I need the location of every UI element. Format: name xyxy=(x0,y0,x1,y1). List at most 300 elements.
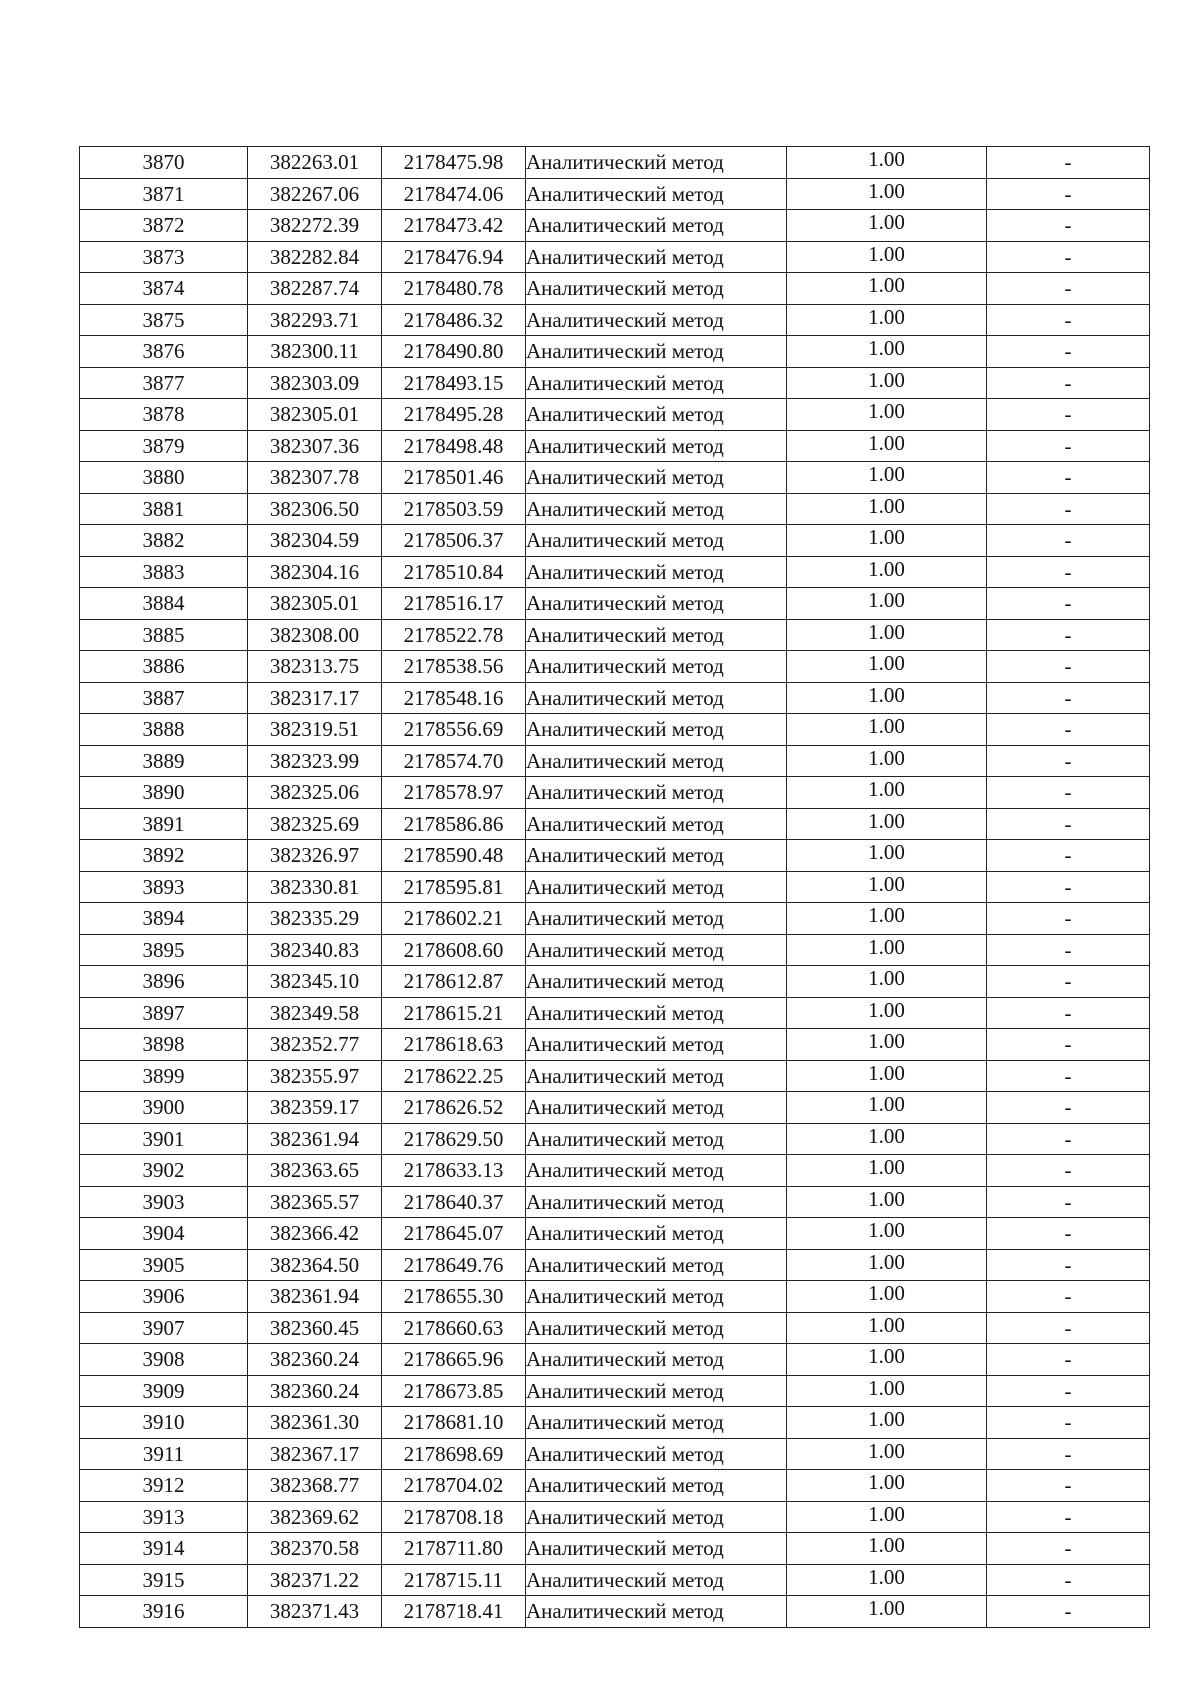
table-row xyxy=(80,934,1150,966)
accuracy-cell xyxy=(787,430,987,462)
description-cell: - xyxy=(987,966,1150,998)
accuracy-cell xyxy=(787,367,987,399)
method-cell: Аналитический метод xyxy=(526,430,787,462)
accuracy-cell xyxy=(787,147,987,179)
description-cell: - xyxy=(987,1186,1150,1218)
accuracy-cell xyxy=(787,1407,987,1439)
y-coordinate-cell: 2178655.30 xyxy=(382,1281,526,1313)
accuracy-value: 1.00 xyxy=(868,1533,905,1558)
x-coordinate-cell: 382319.51 xyxy=(248,714,382,746)
description-cell: - xyxy=(987,556,1150,588)
method-cell: Аналитический метод xyxy=(526,1344,787,1376)
point-number-cell: 3888 xyxy=(80,714,248,746)
method-cell: Аналитический метод xyxy=(526,493,787,525)
description-cell: - xyxy=(987,1029,1150,1061)
point-number-cell: 3902 xyxy=(80,1155,248,1187)
x-coordinate-cell: 382366.42 xyxy=(248,1218,382,1250)
table-row xyxy=(80,1596,1150,1628)
point-number-cell: 3882 xyxy=(80,525,248,557)
method-cell: Аналитический метод xyxy=(526,1029,787,1061)
x-coordinate-cell: 382330.81 xyxy=(248,871,382,903)
x-coordinate-cell: 382304.59 xyxy=(248,525,382,557)
point-number-cell: 3893 xyxy=(80,871,248,903)
y-coordinate-cell: 2178490.80 xyxy=(382,336,526,368)
y-coordinate-cell: 2178660.63 xyxy=(382,1312,526,1344)
x-coordinate-cell: 382282.84 xyxy=(248,241,382,273)
point-number-cell: 3911 xyxy=(80,1438,248,1470)
point-number-cell: 3883 xyxy=(80,556,248,588)
method-cell: Аналитический метод xyxy=(526,462,787,494)
method-cell: Аналитический метод xyxy=(526,1186,787,1218)
description-cell: - xyxy=(987,1092,1150,1124)
x-coordinate-cell: 382267.06 xyxy=(248,178,382,210)
point-number-cell: 3913 xyxy=(80,1501,248,1533)
accuracy-value: 1.00 xyxy=(868,1281,905,1306)
description-cell: - xyxy=(987,588,1150,620)
description-cell: - xyxy=(987,714,1150,746)
description-cell: - xyxy=(987,430,1150,462)
accuracy-value: 1.00 xyxy=(868,745,905,770)
accuracy-cell xyxy=(787,1501,987,1533)
table-row xyxy=(80,588,1150,620)
x-coordinate-cell: 382370.58 xyxy=(248,1533,382,1565)
accuracy-cell xyxy=(787,1533,987,1565)
y-coordinate-cell: 2178510.84 xyxy=(382,556,526,588)
table-row xyxy=(80,714,1150,746)
description-cell: - xyxy=(987,1470,1150,1502)
method-cell: Аналитический метод xyxy=(526,1375,787,1407)
table-row xyxy=(80,1375,1150,1407)
point-number-cell: 3897 xyxy=(80,997,248,1029)
accuracy-cell xyxy=(787,871,987,903)
point-number-cell: 3872 xyxy=(80,210,248,242)
accuracy-cell xyxy=(787,619,987,651)
method-cell: Аналитический метод xyxy=(526,1564,787,1596)
point-number-cell: 3895 xyxy=(80,934,248,966)
point-number-cell: 3900 xyxy=(80,1092,248,1124)
point-number-cell: 3894 xyxy=(80,903,248,935)
y-coordinate-cell: 2178618.63 xyxy=(382,1029,526,1061)
y-coordinate-cell: 2178629.50 xyxy=(382,1123,526,1155)
table-row xyxy=(80,1470,1150,1502)
accuracy-value: 1.00 xyxy=(868,430,905,455)
accuracy-cell xyxy=(787,903,987,935)
point-number-cell: 3880 xyxy=(80,462,248,494)
table-row xyxy=(80,241,1150,273)
point-number-cell: 3874 xyxy=(80,273,248,305)
method-cell: Аналитический метод xyxy=(526,966,787,998)
accuracy-cell xyxy=(787,1312,987,1344)
method-cell: Аналитический метод xyxy=(526,1281,787,1313)
accuracy-value: 1.00 xyxy=(868,1564,905,1589)
x-coordinate-cell: 382287.74 xyxy=(248,273,382,305)
point-number-cell: 3886 xyxy=(80,651,248,683)
table-row xyxy=(80,430,1150,462)
x-coordinate-cell: 382326.97 xyxy=(248,840,382,872)
y-coordinate-cell: 2178473.42 xyxy=(382,210,526,242)
method-cell: Аналитический метод xyxy=(526,1249,787,1281)
table-row xyxy=(80,525,1150,557)
description-cell: - xyxy=(987,1060,1150,1092)
accuracy-value: 1.00 xyxy=(868,556,905,581)
table-row xyxy=(80,1312,1150,1344)
table-row xyxy=(80,273,1150,305)
accuracy-cell xyxy=(787,588,987,620)
y-coordinate-cell: 2178633.13 xyxy=(382,1155,526,1187)
x-coordinate-cell: 382306.50 xyxy=(248,493,382,525)
y-coordinate-cell: 2178495.28 xyxy=(382,399,526,431)
method-cell: Аналитический метод xyxy=(526,556,787,588)
y-coordinate-cell: 2178498.48 xyxy=(382,430,526,462)
method-cell: Аналитический метод xyxy=(526,997,787,1029)
method-cell: Аналитический метод xyxy=(526,1123,787,1155)
x-coordinate-cell: 382361.94 xyxy=(248,1281,382,1313)
method-cell: Аналитический метод xyxy=(526,1438,787,1470)
method-cell: Аналитический метод xyxy=(526,934,787,966)
accuracy-cell xyxy=(787,336,987,368)
y-coordinate-cell: 2178640.37 xyxy=(382,1186,526,1218)
accuracy-cell xyxy=(787,178,987,210)
accuracy-value: 1.00 xyxy=(868,1029,905,1054)
y-coordinate-cell: 2178516.17 xyxy=(382,588,526,620)
y-coordinate-cell: 2178503.59 xyxy=(382,493,526,525)
method-cell: Аналитический метод xyxy=(526,241,787,273)
accuracy-value: 1.00 xyxy=(868,304,905,329)
table-row xyxy=(80,1438,1150,1470)
description-cell: - xyxy=(987,336,1150,368)
accuracy-cell xyxy=(787,651,987,683)
x-coordinate-cell: 382355.97 xyxy=(248,1060,382,1092)
point-number-cell: 3871 xyxy=(80,178,248,210)
x-coordinate-cell: 382304.16 xyxy=(248,556,382,588)
y-coordinate-cell: 2178711.80 xyxy=(382,1533,526,1565)
accuracy-value: 1.00 xyxy=(868,619,905,644)
accuracy-value: 1.00 xyxy=(868,525,905,550)
description-cell: - xyxy=(987,1281,1150,1313)
description-cell: - xyxy=(987,1596,1150,1628)
accuracy-value: 1.00 xyxy=(868,777,905,802)
method-cell: Аналитический метод xyxy=(526,367,787,399)
accuracy-value: 1.00 xyxy=(868,682,905,707)
accuracy-value: 1.00 xyxy=(868,934,905,959)
accuracy-cell xyxy=(787,1375,987,1407)
accuracy-value: 1.00 xyxy=(868,651,905,676)
accuracy-cell xyxy=(787,210,987,242)
table-row xyxy=(80,1501,1150,1533)
accuracy-cell xyxy=(787,525,987,557)
x-coordinate-cell: 382364.50 xyxy=(248,1249,382,1281)
table-row xyxy=(80,903,1150,935)
table-row xyxy=(80,1281,1150,1313)
x-coordinate-cell: 382263.01 xyxy=(248,147,382,179)
y-coordinate-cell: 2178538.56 xyxy=(382,651,526,683)
x-coordinate-cell: 382308.00 xyxy=(248,619,382,651)
table-row xyxy=(80,304,1150,336)
method-cell: Аналитический метод xyxy=(526,1470,787,1502)
point-number-cell: 3891 xyxy=(80,808,248,840)
accuracy-cell xyxy=(787,273,987,305)
method-cell: Аналитический метод xyxy=(526,745,787,777)
table-row xyxy=(80,840,1150,872)
y-coordinate-cell: 2178645.07 xyxy=(382,1218,526,1250)
method-cell: Аналитический метод xyxy=(526,903,787,935)
description-cell: - xyxy=(987,399,1150,431)
point-number-cell: 3899 xyxy=(80,1060,248,1092)
y-coordinate-cell: 2178486.32 xyxy=(382,304,526,336)
accuracy-value: 1.00 xyxy=(868,808,905,833)
accuracy-cell xyxy=(787,1092,987,1124)
method-cell: Аналитический метод xyxy=(526,178,787,210)
x-coordinate-cell: 382272.39 xyxy=(248,210,382,242)
coordinates-table xyxy=(79,146,1150,1628)
y-coordinate-cell: 2178480.78 xyxy=(382,273,526,305)
point-number-cell: 3904 xyxy=(80,1218,248,1250)
x-coordinate-cell: 382363.65 xyxy=(248,1155,382,1187)
accuracy-value: 1.00 xyxy=(868,1407,905,1432)
x-coordinate-cell: 382360.24 xyxy=(248,1344,382,1376)
point-number-cell: 3885 xyxy=(80,619,248,651)
accuracy-cell xyxy=(787,1438,987,1470)
table-row xyxy=(80,336,1150,368)
x-coordinate-cell: 382303.09 xyxy=(248,367,382,399)
point-number-cell: 3876 xyxy=(80,336,248,368)
method-cell: Аналитический метод xyxy=(526,1501,787,1533)
accuracy-value: 1.00 xyxy=(868,1438,905,1463)
y-coordinate-cell: 2178474.06 xyxy=(382,178,526,210)
x-coordinate-cell: 382307.36 xyxy=(248,430,382,462)
point-number-cell: 3879 xyxy=(80,430,248,462)
method-cell: Аналитический метод xyxy=(526,336,787,368)
table-row xyxy=(80,619,1150,651)
table-row xyxy=(80,682,1150,714)
x-coordinate-cell: 382325.06 xyxy=(248,777,382,809)
y-coordinate-cell: 2178626.52 xyxy=(382,1092,526,1124)
description-cell: - xyxy=(987,1344,1150,1376)
accuracy-cell xyxy=(787,1281,987,1313)
y-coordinate-cell: 2178649.76 xyxy=(382,1249,526,1281)
table-row xyxy=(80,367,1150,399)
point-number-cell: 3905 xyxy=(80,1249,248,1281)
y-coordinate-cell: 2178615.21 xyxy=(382,997,526,1029)
table-row xyxy=(80,556,1150,588)
point-number-cell: 3915 xyxy=(80,1564,248,1596)
accuracy-cell xyxy=(787,1123,987,1155)
accuracy-cell xyxy=(787,241,987,273)
accuracy-value: 1.00 xyxy=(868,1249,905,1274)
description-cell: - xyxy=(987,619,1150,651)
point-number-cell: 3875 xyxy=(80,304,248,336)
accuracy-cell xyxy=(787,997,987,1029)
description-cell: - xyxy=(987,147,1150,179)
method-cell: Аналитический метод xyxy=(526,525,787,557)
accuracy-value: 1.00 xyxy=(868,1501,905,1526)
x-coordinate-cell: 382361.94 xyxy=(248,1123,382,1155)
method-cell: Аналитический метод xyxy=(526,1312,787,1344)
table-row xyxy=(80,1186,1150,1218)
description-cell: - xyxy=(987,367,1150,399)
method-cell: Аналитический метод xyxy=(526,808,787,840)
accuracy-cell xyxy=(787,934,987,966)
x-coordinate-cell: 382305.01 xyxy=(248,588,382,620)
accuracy-cell xyxy=(787,745,987,777)
x-coordinate-cell: 382307.78 xyxy=(248,462,382,494)
x-coordinate-cell: 382305.01 xyxy=(248,399,382,431)
accuracy-value: 1.00 xyxy=(868,1186,905,1211)
method-cell: Аналитический метод xyxy=(526,1533,787,1565)
point-number-cell: 3877 xyxy=(80,367,248,399)
point-number-cell: 3906 xyxy=(80,1281,248,1313)
accuracy-cell xyxy=(787,1186,987,1218)
description-cell: - xyxy=(987,1249,1150,1281)
description-cell: - xyxy=(987,745,1150,777)
y-coordinate-cell: 2178493.15 xyxy=(382,367,526,399)
x-coordinate-cell: 382313.75 xyxy=(248,651,382,683)
point-number-cell: 3896 xyxy=(80,966,248,998)
description-cell: - xyxy=(987,682,1150,714)
accuracy-cell xyxy=(787,777,987,809)
method-cell: Аналитический метод xyxy=(526,1155,787,1187)
description-cell: - xyxy=(987,1564,1150,1596)
y-coordinate-cell: 2178476.94 xyxy=(382,241,526,273)
description-cell: - xyxy=(987,462,1150,494)
accuracy-value: 1.00 xyxy=(868,399,905,424)
accuracy-value: 1.00 xyxy=(868,336,905,361)
point-number-cell: 3889 xyxy=(80,745,248,777)
point-number-cell: 3910 xyxy=(80,1407,248,1439)
y-coordinate-cell: 2178590.48 xyxy=(382,840,526,872)
x-coordinate-cell: 382340.83 xyxy=(248,934,382,966)
description-cell: - xyxy=(987,1123,1150,1155)
description-cell: - xyxy=(987,1218,1150,1250)
method-cell: Аналитический метод xyxy=(526,588,787,620)
accuracy-cell xyxy=(787,714,987,746)
table-row xyxy=(80,966,1150,998)
y-coordinate-cell: 2178548.16 xyxy=(382,682,526,714)
accuracy-cell xyxy=(787,1344,987,1376)
accuracy-cell xyxy=(787,682,987,714)
table-row xyxy=(80,1344,1150,1376)
table-row xyxy=(80,1249,1150,1281)
method-cell: Аналитический метод xyxy=(526,1218,787,1250)
description-cell: - xyxy=(987,1501,1150,1533)
table-row xyxy=(80,1092,1150,1124)
y-coordinate-cell: 2178574.70 xyxy=(382,745,526,777)
accuracy-value: 1.00 xyxy=(868,273,905,298)
method-cell: Аналитический метод xyxy=(526,1407,787,1439)
y-coordinate-cell: 2178602.21 xyxy=(382,903,526,935)
table-row xyxy=(80,1533,1150,1565)
y-coordinate-cell: 2178506.37 xyxy=(382,525,526,557)
point-number-cell: 3890 xyxy=(80,777,248,809)
y-coordinate-cell: 2178665.96 xyxy=(382,1344,526,1376)
accuracy-value: 1.00 xyxy=(868,210,905,235)
coordinates-table-body xyxy=(80,147,1150,1628)
x-coordinate-cell: 382371.43 xyxy=(248,1596,382,1628)
method-cell: Аналитический метод xyxy=(526,1596,787,1628)
accuracy-value: 1.00 xyxy=(868,147,905,172)
method-cell: Аналитический метод xyxy=(526,651,787,683)
point-number-cell: 3914 xyxy=(80,1533,248,1565)
accuracy-cell xyxy=(787,304,987,336)
table-row xyxy=(80,399,1150,431)
point-number-cell: 3898 xyxy=(80,1029,248,1061)
description-cell: - xyxy=(987,304,1150,336)
method-cell: Аналитический метод xyxy=(526,210,787,242)
accuracy-cell xyxy=(787,556,987,588)
description-cell: - xyxy=(987,241,1150,273)
table-row xyxy=(80,651,1150,683)
table-row xyxy=(80,147,1150,179)
point-number-cell: 3884 xyxy=(80,588,248,620)
x-coordinate-cell: 382359.17 xyxy=(248,1092,382,1124)
description-cell: - xyxy=(987,871,1150,903)
x-coordinate-cell: 382371.22 xyxy=(248,1564,382,1596)
description-cell: - xyxy=(987,1533,1150,1565)
y-coordinate-cell: 2178608.60 xyxy=(382,934,526,966)
table-row xyxy=(80,745,1150,777)
accuracy-value: 1.00 xyxy=(868,1155,905,1180)
y-coordinate-cell: 2178578.97 xyxy=(382,777,526,809)
accuracy-value: 1.00 xyxy=(868,178,905,203)
y-coordinate-cell: 2178704.02 xyxy=(382,1470,526,1502)
description-cell: - xyxy=(987,493,1150,525)
table-row xyxy=(80,1123,1150,1155)
accuracy-cell xyxy=(787,1029,987,1061)
y-coordinate-cell: 2178708.18 xyxy=(382,1501,526,1533)
table-row xyxy=(80,1029,1150,1061)
point-number-cell: 3908 xyxy=(80,1344,248,1376)
y-coordinate-cell: 2178595.81 xyxy=(382,871,526,903)
accuracy-value: 1.00 xyxy=(868,966,905,991)
description-cell: - xyxy=(987,1155,1150,1187)
point-number-cell: 3870 xyxy=(80,147,248,179)
x-coordinate-cell: 382317.17 xyxy=(248,682,382,714)
point-number-cell: 3901 xyxy=(80,1123,248,1155)
method-cell: Аналитический метод xyxy=(526,777,787,809)
y-coordinate-cell: 2178698.69 xyxy=(382,1438,526,1470)
description-cell: - xyxy=(987,1407,1150,1439)
method-cell: Аналитический метод xyxy=(526,399,787,431)
description-cell: - xyxy=(987,651,1150,683)
method-cell: Аналитический метод xyxy=(526,840,787,872)
x-coordinate-cell: 382300.11 xyxy=(248,336,382,368)
table-row xyxy=(80,1564,1150,1596)
method-cell: Аналитический метод xyxy=(526,147,787,179)
y-coordinate-cell: 2178673.85 xyxy=(382,1375,526,1407)
y-coordinate-cell: 2178501.46 xyxy=(382,462,526,494)
table-row xyxy=(80,1218,1150,1250)
accuracy-value: 1.00 xyxy=(868,367,905,392)
accuracy-value: 1.00 xyxy=(868,714,905,739)
point-number-cell: 3873 xyxy=(80,241,248,273)
y-coordinate-cell: 2178556.69 xyxy=(382,714,526,746)
point-number-cell: 3912 xyxy=(80,1470,248,1502)
table-row xyxy=(80,1060,1150,1092)
accuracy-value: 1.00 xyxy=(868,997,905,1022)
description-cell: - xyxy=(987,1375,1150,1407)
accuracy-value: 1.00 xyxy=(868,1596,905,1621)
accuracy-cell xyxy=(787,1470,987,1502)
accuracy-cell xyxy=(787,1218,987,1250)
table-row xyxy=(80,1407,1150,1439)
method-cell: Аналитический метод xyxy=(526,682,787,714)
table-row xyxy=(80,997,1150,1029)
accuracy-value: 1.00 xyxy=(868,462,905,487)
x-coordinate-cell: 382361.30 xyxy=(248,1407,382,1439)
point-number-cell: 3903 xyxy=(80,1186,248,1218)
accuracy-value: 1.00 xyxy=(868,1123,905,1148)
accuracy-cell xyxy=(787,1596,987,1628)
